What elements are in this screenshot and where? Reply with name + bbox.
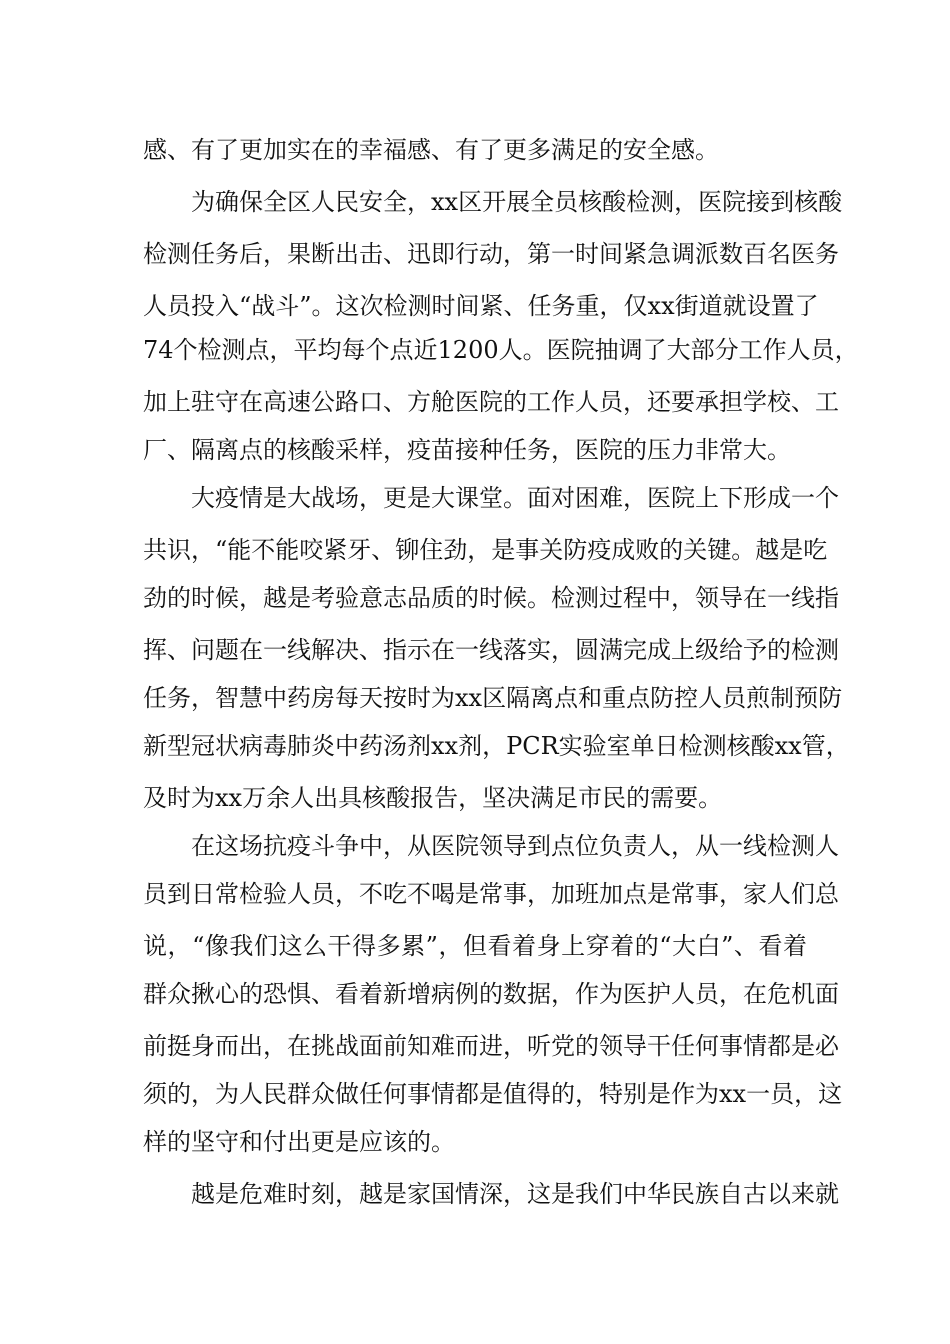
text-line: 说，“像我们这么干得多累”，但看着身上穿着的“大白”、看着 [143, 932, 807, 960]
paragraph-first-line: 为确保全区人民安全，xx区开展全员核酸检测，医院接到核酸 [191, 188, 843, 216]
text-line: 74个检测点，平均每个点近1200人。医院抽调了大部分工作人员， [143, 336, 859, 364]
text-line: 感、有了更加实在的幸福感、有了更多满足的安全感。 [143, 136, 719, 164]
text-line: 加上驻守在高速公路口、方舱医院的工作人员，还要承担学校、工 [143, 388, 839, 416]
text-line: 前挺身而出，在挑战面前知难而进，听党的领导干任何事情都是必 [143, 1032, 839, 1060]
text-line: 挥、问题在一线解决、指示在一线落实，圆满完成上级给予的检测 [143, 636, 839, 664]
text-line: 厂、隔离点的核酸采样，疫苗接种任务，医院的压力非常大。 [143, 436, 791, 464]
text-line: 员到日常检验人员，不吃不喝是常事，加班加点是常事，家人们总 [143, 880, 839, 908]
text-line: 任务，智慧中药房每天按时为xx区隔离点和重点防控人员煎制预防 [143, 684, 843, 712]
text-line: 共识，“能不能咬紧牙、铆住劲，是事关防疫成败的关键。越是吃 [143, 536, 828, 564]
paragraph-first-line: 在这场抗疫斗争中，从医院领导到点位负责人，从一线检测人 [191, 832, 839, 860]
text-line: 新型冠状病毒肺炎中药汤剂xx剂，PCR实验室单日检测核酸xx管， [143, 732, 850, 760]
text-line: 须的，为人民群众做任何事情都是值得的，特别是作为xx一员，这 [143, 1080, 843, 1108]
text-line: 检测任务后，果断出击、迅即行动，第一时间紧急调派数百名医务 [143, 240, 839, 268]
paragraph-first-line: 大疫情是大战场，更是大课堂。面对困难，医院上下形成一个 [191, 484, 839, 512]
text-line: 样的坚守和付出更是应该的。 [143, 1128, 455, 1156]
text-line: 劲的时候，越是考验意志品质的时候。检测过程中，领导在一线指 [143, 584, 839, 612]
paragraph-first-line: 越是危难时刻，越是家国情深，这是我们中华民族自古以来就 [191, 1180, 839, 1208]
text-line: 及时为xx万余人出具核酸报告，坚决满足市民的需要。 [143, 784, 723, 812]
text-line: 人员投入“战斗”。这次检测时间紧、任务重，仅xx街道就设置了 [143, 292, 819, 320]
text-line: 群众揪心的恐惧、看着新增病例的数据，作为医护人员，在危机面 [143, 980, 839, 1008]
